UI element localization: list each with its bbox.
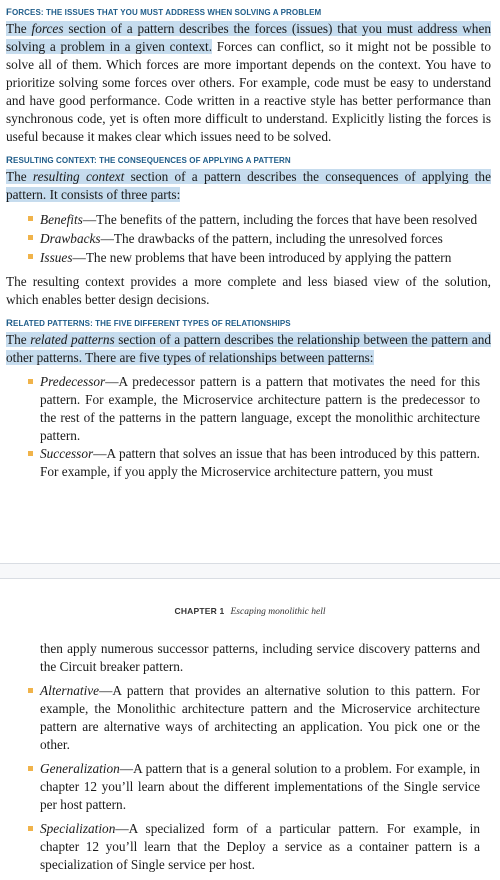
item-term: Issues — [40, 250, 73, 265]
item-text: —The drawbacks of the pattern, including the unresolved forces — [100, 231, 443, 246]
item-term: Alternative — [40, 683, 100, 698]
emphasis-term: related patterns — [30, 332, 115, 347]
chapter-title: Escaping monolithic hell — [230, 607, 326, 617]
page-break-separator — [0, 563, 500, 579]
heading-smallcaps: ELATED PATTERNS: THE FIVE DIFFERENT TYPES OF RELATIONSHIPS — [13, 319, 291, 328]
resulting-context-summary: The resulting context provides a more complete and less biased view of the solution, which enables better design decisions. — [6, 274, 491, 307]
relationship-types-list — [0, 682, 480, 874]
text-run: section of a pattern describes the forces (issues) that you must address when solving a problem in a given context. — [6, 21, 491, 54]
item-term: Predecessor — [40, 374, 106, 389]
item-term: Successor — [40, 446, 94, 461]
resulting-context-heading — [6, 154, 500, 167]
text-run: section of a pattern describes the relationship between the pattern and other patterns. There are five types of relationships between patterns: — [6, 332, 491, 365]
bullet-icon — [28, 451, 33, 456]
emphasis-term: forces — [31, 21, 64, 36]
text-run: Forces can conflict, so it might not be possible to solve all of them. Which forces are more important depends on the context. You have to prioritize solving some forces over others. For example, code must be easy to understand and have good performance. Code written in a reactive style has better performance than synchronous code, yet is often more difficult to understand. Explicitly listing the forces is useful because it makes clear which issues need to be solved. — [6, 39, 491, 144]
list-item — [0, 820, 480, 874]
heading-initial: R — [6, 155, 14, 166]
bullet-icon — [28, 688, 33, 693]
resulting-context-list — [0, 210, 491, 267]
item-text: —A pattern that is a general solution to a problem. For example, in chapter 12 you’ll learn about the different implementations of the Single service per host pattern. — [40, 761, 480, 812]
text-run: section of a pattern describes the consequences of applying the pattern. It consists of three parts: — [6, 169, 491, 202]
forces-paragraph — [6, 20, 491, 146]
heading-initial: F — [6, 7, 12, 18]
heading-smallcaps: ESULTING CONTEXT: THE CONSEQUENCES OF APPLYING A PATTERN — [13, 156, 291, 165]
text-run: The — [6, 332, 31, 347]
bullet-icon — [28, 379, 33, 384]
list-item — [0, 445, 480, 481]
item-term: Generalization — [40, 761, 120, 776]
related-patterns-paragraph — [6, 331, 491, 367]
resulting-context-paragraph — [6, 168, 491, 204]
list-item — [0, 210, 491, 229]
item-text: —The new problems that have been introduced by applying the pattern — [72, 250, 452, 265]
bullet-icon — [28, 235, 33, 240]
item-term: Specialization — [40, 821, 116, 836]
list-item — [0, 373, 480, 445]
continued-paragraph: then apply numerous successor patterns, including service discovery patterns and the Circuit breaker pattern. — [40, 641, 480, 674]
bullet-icon — [28, 216, 33, 221]
list-item — [0, 229, 491, 248]
emphasis-term: resulting context — [32, 169, 125, 184]
list-item — [0, 248, 491, 267]
item-text: —A pattern that provides an alternative solution to this pattern. For example, the Monolithic architecture pattern and the Microservice architecture pattern are alternative ways of architecting an application. You pick one or the other. — [40, 683, 480, 752]
highlighted-text — [6, 169, 491, 202]
item-term: Drawbacks — [40, 231, 101, 246]
forces-heading — [6, 6, 500, 19]
item-term: Benefits — [40, 212, 83, 227]
text-run: The — [6, 169, 33, 184]
item-text: —The benefits of the pattern, including the forces that have been resolved — [82, 212, 478, 227]
related-patterns-heading — [6, 317, 500, 330]
list-item — [0, 682, 480, 754]
item-text: —A pattern that solves an issue that has been introduced by this pattern. For example, if you apply the Microservice architecture pattern, you must — [40, 446, 480, 479]
running-header — [0, 606, 500, 617]
heading-initial: R — [6, 318, 14, 329]
heading-smallcaps: ORCES: THE ISSUES THAT YOU MUST ADDRESS WHEN SOLVING A PROBLEM — [11, 8, 322, 17]
bullet-icon — [28, 766, 33, 771]
text-run: The — [6, 21, 32, 36]
bullet-icon — [28, 254, 33, 259]
item-text: —A specialized form of a particular pattern. For example, in chapter 12 you’ll learn that the Deploy a service as a container pattern is a specialization of Single service per host. — [40, 821, 480, 872]
related-patterns-list — [0, 373, 480, 481]
highlighted-text — [6, 332, 491, 365]
bullet-icon — [28, 826, 33, 831]
separator-dots — [6, 570, 500, 571]
item-text: —A predecessor pattern is a pattern that motivates the need for this pattern. For example, the Microservice architecture pattern is the predecessor to the rest of the patterns in the pattern language, except the monolithic architecture pattern. — [40, 374, 480, 443]
page-bottom-section — [0, 640, 500, 880]
list-item — [0, 760, 480, 814]
chapter-label: CHAPTER 1 — [174, 606, 225, 616]
